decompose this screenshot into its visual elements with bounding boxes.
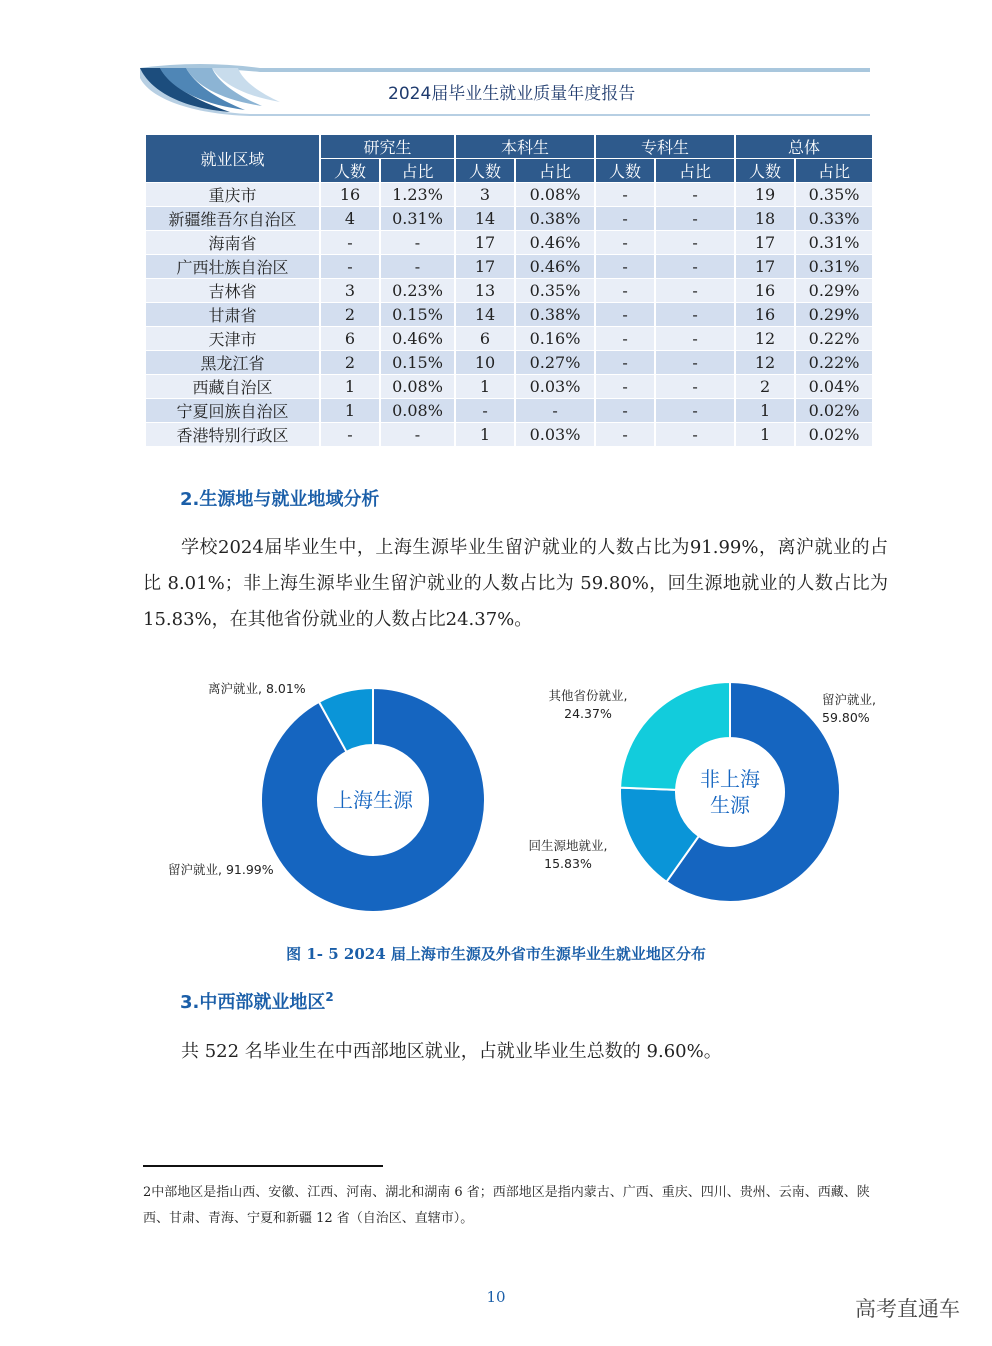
table-row <box>146 399 872 422</box>
value-cell: 1 <box>456 423 514 446</box>
value-cell: - <box>596 183 654 206</box>
value-cell: - <box>656 423 734 446</box>
value-cell: 3 <box>456 183 514 206</box>
value-cell: 10 <box>456 351 514 374</box>
value-cell: - <box>596 255 654 278</box>
table-body <box>146 183 872 446</box>
value-cell: 0.31% <box>796 231 872 254</box>
value-cell: 6 <box>456 327 514 350</box>
data-label: 留沪就业, <box>822 692 876 707</box>
value-cell: 16 <box>736 303 794 326</box>
value-cell: 0.46% <box>516 255 594 278</box>
value-cell: 12 <box>736 351 794 374</box>
section-2-heading: 2.生源地与就业地域分析 <box>180 489 380 510</box>
region-cell: 甘肃省 <box>146 303 319 326</box>
page-number: 10 <box>486 1288 506 1306</box>
donut-center-label: 生源 <box>710 793 750 817</box>
value-cell: - <box>656 207 734 230</box>
value-cell: 13 <box>456 279 514 302</box>
value-cell: 0.29% <box>796 279 872 302</box>
region-cell: 吉林省 <box>146 279 319 302</box>
region-cell: 新疆维吾尔自治区 <box>146 207 319 230</box>
value-cell: - <box>656 399 734 422</box>
value-cell: - <box>656 303 734 326</box>
value-cell: 2 <box>321 351 379 374</box>
region-cell: 海南省 <box>146 231 319 254</box>
value-cell: 0.31% <box>796 255 872 278</box>
donut-center-label: 非上海 <box>700 767 760 791</box>
data-label: 离沪就业, 8.01% <box>208 681 306 696</box>
table-row <box>146 375 872 398</box>
value-cell: - <box>656 255 734 278</box>
value-cell: 17 <box>736 231 794 254</box>
value-cell: 0.02% <box>796 423 872 446</box>
footnote-divider <box>143 1165 383 1167</box>
value-cell: 0.29% <box>796 303 872 326</box>
footnote: 2中部地区是指山西、安徽、江西、河南、湖北和湖南 6 省；西部地区是指内蒙古、广西、重庆、四川、贵州、云南、西藏、陕西、甘肃、青海、宁夏和新疆 12 省（自治区、直辖市）。 <box>143 1185 870 1226</box>
donut-charts <box>150 660 876 930</box>
value-cell: 14 <box>456 303 514 326</box>
header-title: 2024届毕业生就业质量年度报告 <box>388 84 636 104</box>
value-cell: - <box>516 399 594 422</box>
value-cell: - <box>656 351 734 374</box>
value-cell: 6 <box>321 327 379 350</box>
data-label: 15.83% <box>544 856 592 871</box>
section-2-paragraph: 学校2024届毕业生中，上海生源毕业生留沪就业的人数占比为91.99%，离沪就业的占比 8.01%；非上海生源毕业生留沪就业的人数占比为 59.80%，回生源地就业的人数占比为15.83%，在其他省份就业的人数占比24.37%。 <box>143 537 888 630</box>
header-decoration <box>0 0 992 125</box>
value-cell: - <box>596 303 654 326</box>
subheader-ratio: 占比 <box>656 159 734 182</box>
subheader-count: 人数 <box>736 159 794 182</box>
data-label: 24.37% <box>564 706 612 721</box>
table-row <box>146 183 872 206</box>
value-cell: 17 <box>736 255 794 278</box>
value-cell: 3 <box>321 279 379 302</box>
value-cell: - <box>656 327 734 350</box>
value-cell: 1 <box>321 375 379 398</box>
value-cell: 0.35% <box>516 279 594 302</box>
value-cell: 1 <box>736 423 794 446</box>
header-junior-college: 专科生 <box>596 135 734 158</box>
value-cell: 0.08% <box>516 183 594 206</box>
region-cell: 黑龙江省 <box>146 351 319 374</box>
value-cell: - <box>656 231 734 254</box>
value-cell: 1 <box>736 399 794 422</box>
table-row <box>146 351 872 374</box>
value-cell: - <box>596 231 654 254</box>
watermark: 高考直通车 <box>855 1297 960 1321</box>
value-cell: 0.04% <box>796 375 872 398</box>
value-cell: 0.16% <box>516 327 594 350</box>
value-cell: 0.15% <box>381 351 454 374</box>
value-cell: 0.03% <box>516 423 594 446</box>
value-cell: 12 <box>736 327 794 350</box>
table-row <box>146 279 872 302</box>
value-cell: 0.02% <box>796 399 872 422</box>
value-cell: 1 <box>456 375 514 398</box>
value-cell: 2 <box>321 303 379 326</box>
donut-center-label: 上海生源 <box>333 788 413 812</box>
value-cell: - <box>596 399 654 422</box>
header-graduate: 研究生 <box>321 135 454 158</box>
value-cell: 0.22% <box>796 327 872 350</box>
value-cell: 0.33% <box>796 207 872 230</box>
value-cell: - <box>321 255 379 278</box>
region-cell: 宁夏回族自治区 <box>146 399 319 422</box>
table-row <box>146 255 872 278</box>
value-cell: - <box>596 423 654 446</box>
region-cell: 重庆市 <box>146 183 319 206</box>
value-cell: - <box>381 255 454 278</box>
subheader-count: 人数 <box>456 159 514 182</box>
value-cell: - <box>596 279 654 302</box>
value-cell: 19 <box>736 183 794 206</box>
footnote-ref: 2 <box>325 990 334 1004</box>
value-cell: 0.03% <box>516 375 594 398</box>
subheader-ratio: 占比 <box>516 159 594 182</box>
header-total: 总体 <box>736 135 872 158</box>
table-row <box>146 207 872 230</box>
value-cell: - <box>456 399 514 422</box>
subheader-ratio: 占比 <box>796 159 872 182</box>
value-cell: 0.35% <box>796 183 872 206</box>
value-cell: 17 <box>456 231 514 254</box>
header-region: 就业区域 <box>146 135 319 182</box>
value-cell: 18 <box>736 207 794 230</box>
value-cell: - <box>321 231 379 254</box>
value-cell: 14 <box>456 207 514 230</box>
data-label: 留沪就业, 91.99% <box>168 862 274 877</box>
table-row <box>146 231 872 254</box>
data-label: 其他省份就业, <box>548 688 628 703</box>
value-cell: 0.46% <box>516 231 594 254</box>
header-undergraduate: 本科生 <box>456 135 594 158</box>
value-cell: 0.23% <box>381 279 454 302</box>
figure-caption: 图 1- 5 2024 届上海市生源及外省市生源毕业生就业地区分布 <box>286 945 706 963</box>
section-3-heading-text: 3.中西部就业地区 <box>180 992 326 1013</box>
region-cell: 天津市 <box>146 327 319 350</box>
value-cell: - <box>656 279 734 302</box>
value-cell: 0.08% <box>381 375 454 398</box>
value-cell: 17 <box>456 255 514 278</box>
value-cell: 1 <box>321 399 379 422</box>
value-cell: - <box>381 423 454 446</box>
value-cell: 0.38% <box>516 207 594 230</box>
value-cell: 0.27% <box>516 351 594 374</box>
value-cell: 16 <box>321 183 379 206</box>
subheader-count: 人数 <box>321 159 379 182</box>
value-cell: 0.22% <box>796 351 872 374</box>
data-label: 59.80% <box>822 710 870 725</box>
value-cell: - <box>381 231 454 254</box>
subheader-ratio: 占比 <box>381 159 454 182</box>
value-cell: - <box>596 375 654 398</box>
value-cell: - <box>656 375 734 398</box>
value-cell: 16 <box>736 279 794 302</box>
table-row <box>146 423 872 446</box>
value-cell: 4 <box>321 207 379 230</box>
value-cell: 2 <box>736 375 794 398</box>
value-cell: 0.31% <box>381 207 454 230</box>
table-row <box>146 303 872 326</box>
value-cell: 0.38% <box>516 303 594 326</box>
value-cell: - <box>596 351 654 374</box>
region-cell: 西藏自治区 <box>146 375 319 398</box>
employment-region-table <box>144 134 874 447</box>
value-cell: - <box>656 183 734 206</box>
data-label: 回生源地就业, <box>528 838 608 853</box>
value-cell: 0.15% <box>381 303 454 326</box>
value-cell: - <box>596 207 654 230</box>
table-row <box>146 327 872 350</box>
region-cell: 广西壮族自治区 <box>146 255 319 278</box>
region-cell: 香港特别行政区 <box>146 423 319 446</box>
section-3-heading <box>180 988 334 1014</box>
value-cell: - <box>596 327 654 350</box>
section-3-paragraph: 共 522 名毕业生在中西部地区就业，占就业毕业生总数的 9.60%。 <box>181 1041 722 1062</box>
value-cell: 1.23% <box>381 183 454 206</box>
subheader-count: 人数 <box>596 159 654 182</box>
value-cell: 0.08% <box>381 399 454 422</box>
value-cell: 0.46% <box>381 327 454 350</box>
value-cell: - <box>321 423 379 446</box>
